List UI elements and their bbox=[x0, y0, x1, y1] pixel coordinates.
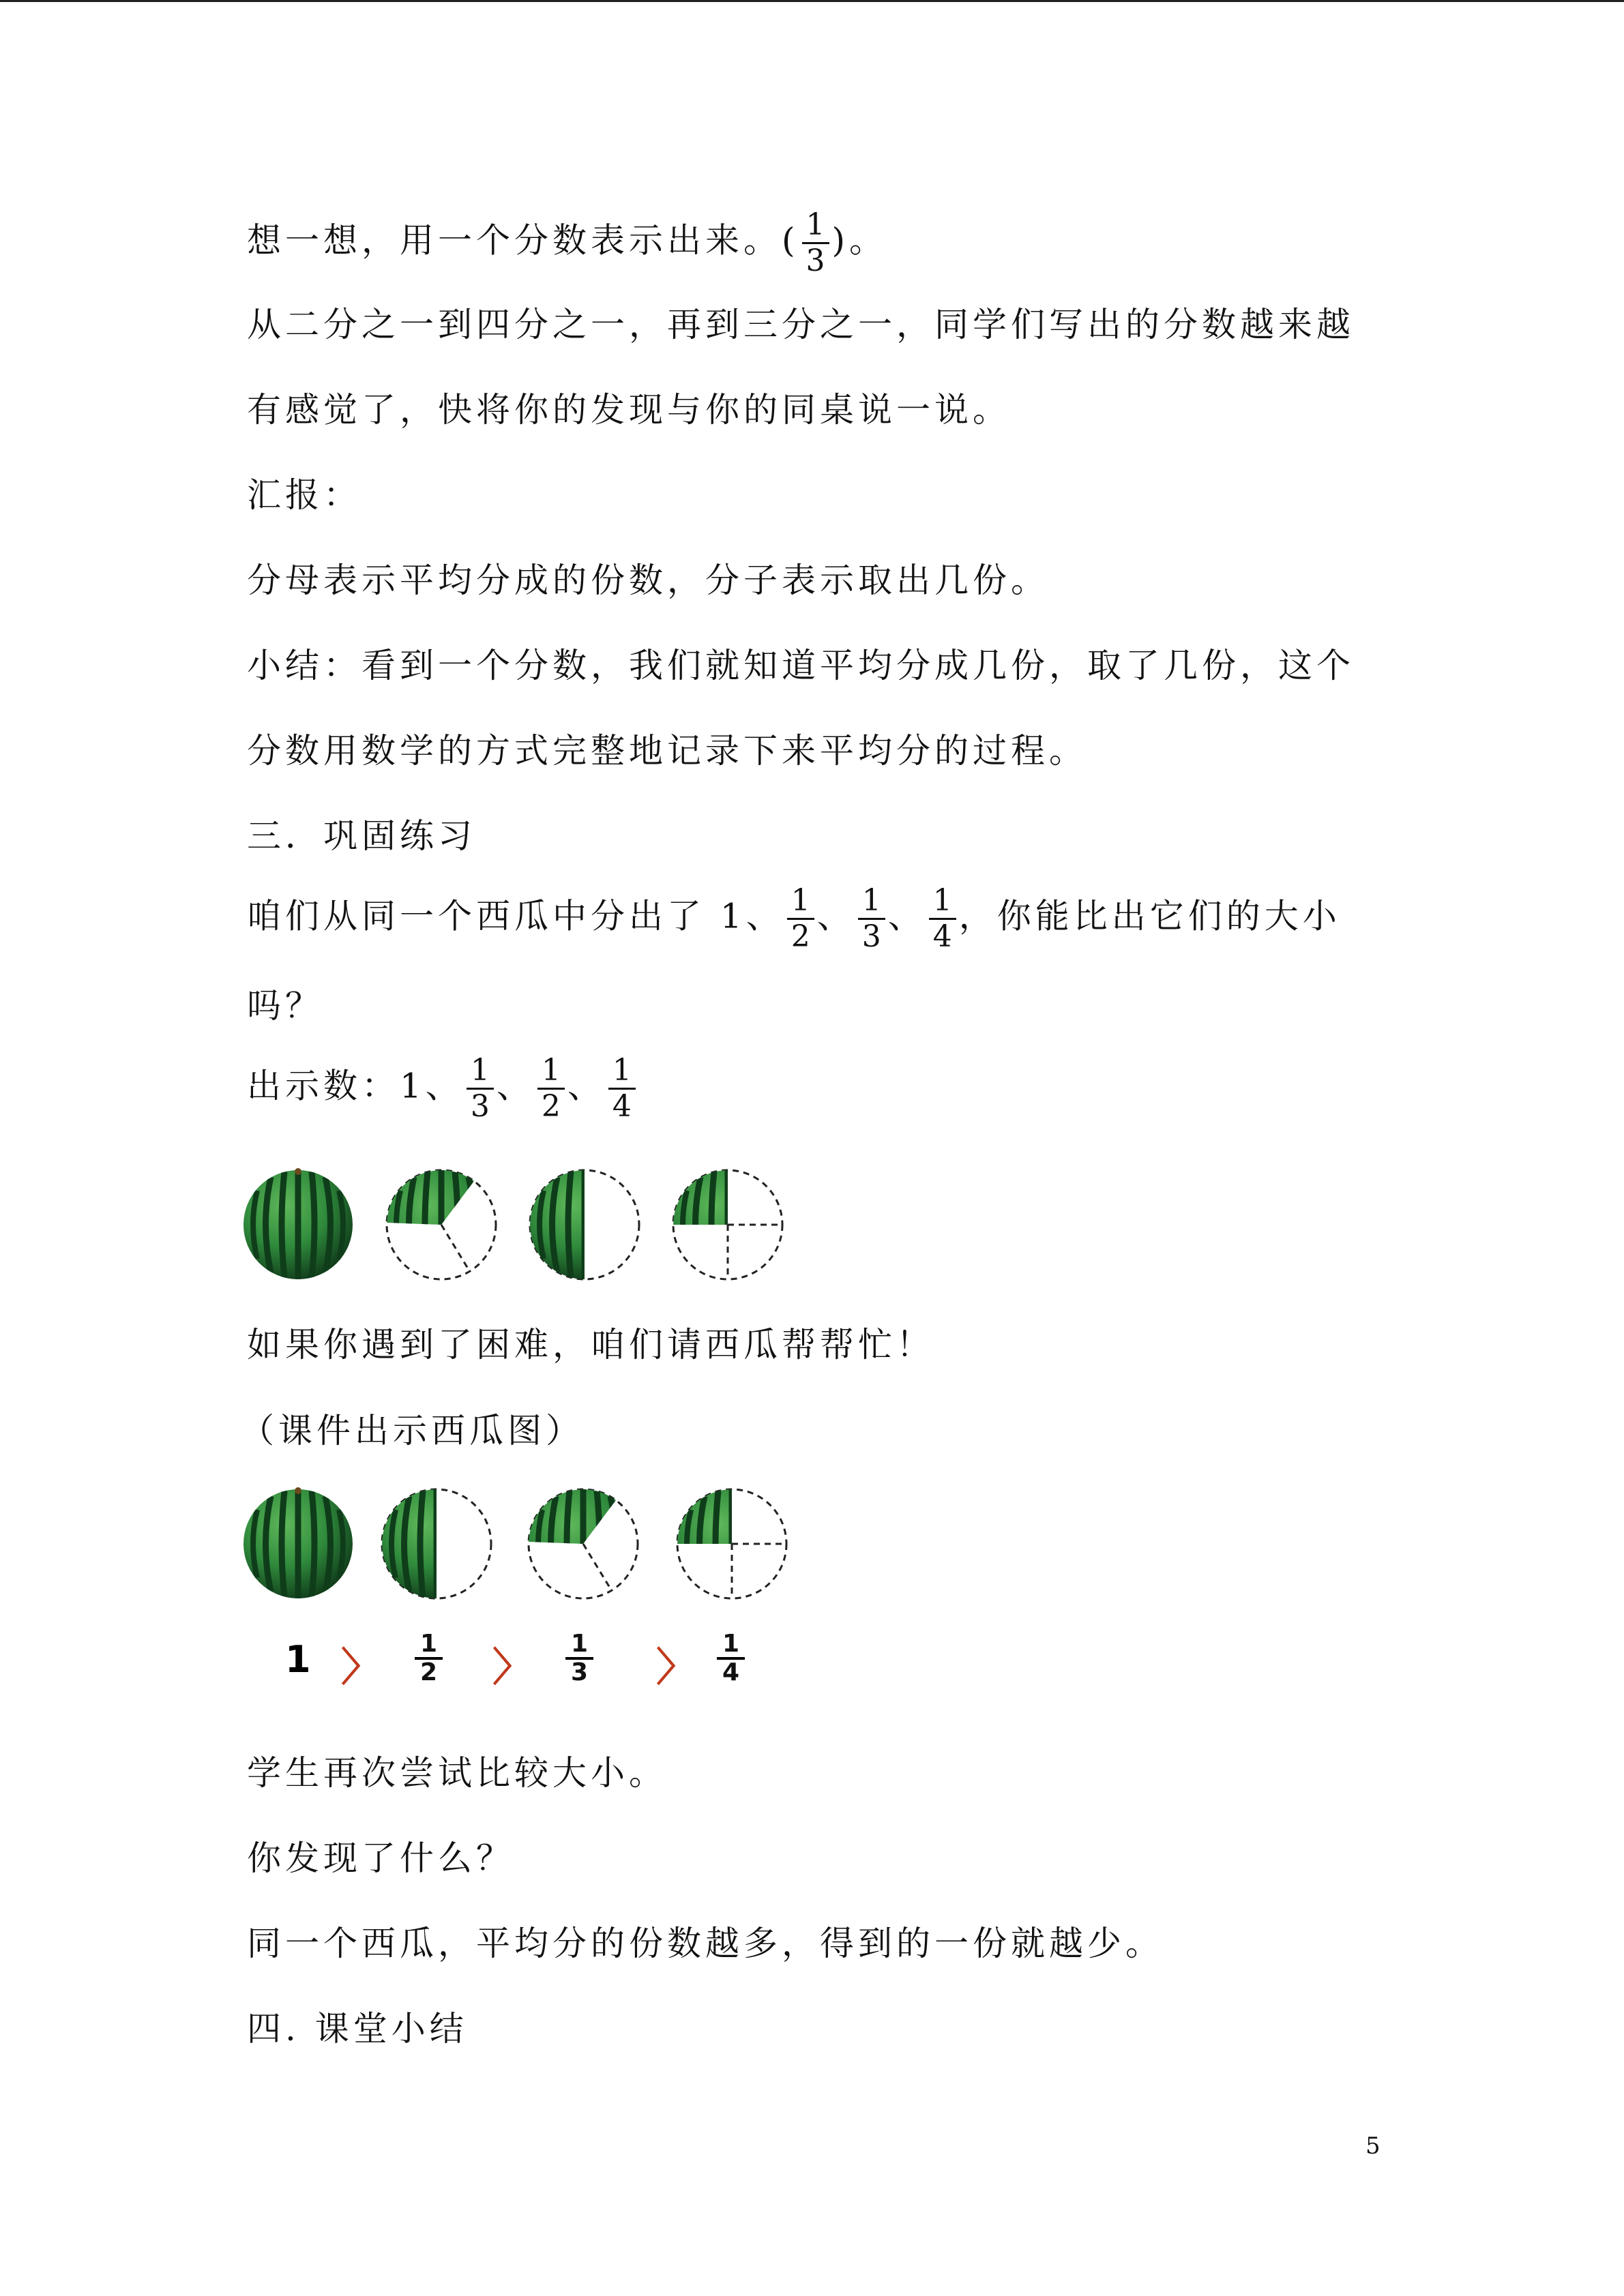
fraction-numerator: 1 bbox=[929, 884, 956, 920]
comparison-fraction bbox=[415, 1631, 443, 1686]
text-line: 吗？ bbox=[247, 986, 323, 1026]
greater-than-symbol: 〉 bbox=[341, 1644, 381, 1690]
greater-than-symbol: 〉 bbox=[656, 1644, 696, 1690]
text-line: 小结：看到一个分数，我们就知道平均分成几份，取了几份，这个 bbox=[247, 646, 1355, 685]
fraction bbox=[802, 208, 829, 278]
whole-watermelon bbox=[243, 1487, 353, 1598]
fraction-denominator: 3 bbox=[470, 1089, 490, 1124]
fraction-numerator: 1 bbox=[415, 1631, 443, 1660]
whole-watermelon bbox=[243, 1168, 353, 1279]
fraction bbox=[858, 884, 885, 954]
line-text: ，你能比出它们的大小 bbox=[958, 896, 1341, 936]
text-line: （课件出示西瓜图） bbox=[240, 1411, 584, 1450]
text-line: 你发现了什么？ bbox=[247, 1838, 514, 1878]
watermelon-one-third bbox=[529, 1489, 638, 1598]
watermelon-one-half bbox=[382, 1489, 491, 1598]
section-heading: 三．巩固练习 bbox=[247, 816, 476, 856]
section-heading: 四. 课堂小结 bbox=[247, 2009, 468, 2048]
watermelon-figure-1 bbox=[242, 1163, 801, 1286]
fraction-numerator: 1 bbox=[537, 1054, 565, 1090]
fraction-numerator: 1 bbox=[858, 884, 885, 920]
fraction bbox=[787, 884, 814, 954]
line-text: )。 bbox=[831, 220, 888, 260]
top-border bbox=[0, 0, 1624, 2]
text-line: 有感觉了，快将你的发现与你的同桌说一说。 bbox=[247, 390, 1011, 430]
fraction-denominator: 4 bbox=[932, 919, 952, 954]
watermelon-one-third bbox=[387, 1170, 496, 1279]
text-line bbox=[247, 208, 887, 278]
fraction bbox=[537, 1054, 565, 1124]
fraction-denominator: 4 bbox=[722, 1658, 740, 1686]
text-line bbox=[247, 884, 1341, 954]
line-text: 出示数：1、 bbox=[247, 1066, 464, 1106]
watermelon-one-quarter bbox=[677, 1489, 786, 1598]
watermelon-one-half bbox=[530, 1170, 639, 1279]
fraction-denominator: 3 bbox=[571, 1658, 589, 1686]
text-line: 学生再次尝试比较大小。 bbox=[247, 1753, 667, 1793]
text-line: 分母表示平均分成的份数，分子表示取出几份。 bbox=[247, 561, 1049, 600]
fraction-numerator: 1 bbox=[802, 208, 829, 244]
page-number: 5 bbox=[1365, 2132, 1381, 2160]
fraction-numerator: 1 bbox=[787, 884, 814, 920]
separator: 、 bbox=[496, 1066, 535, 1106]
fraction-denominator: 4 bbox=[612, 1089, 632, 1124]
fraction bbox=[467, 1054, 494, 1124]
fraction-denominator: 3 bbox=[806, 243, 825, 278]
fraction-denominator: 2 bbox=[420, 1658, 438, 1686]
fraction-numerator: 1 bbox=[467, 1054, 494, 1090]
comparison-fraction bbox=[565, 1631, 593, 1686]
fraction-denominator: 2 bbox=[791, 919, 810, 954]
fraction-numerator: 1 bbox=[717, 1631, 745, 1660]
fraction-denominator: 2 bbox=[541, 1089, 561, 1124]
text-line bbox=[247, 1054, 638, 1124]
fraction bbox=[929, 884, 956, 954]
text-line: 分数用数学的方式完整地记录下来平均分的过程。 bbox=[247, 731, 1087, 771]
separator: 、 bbox=[816, 896, 855, 936]
watermelon-figure-2 bbox=[242, 1482, 801, 1605]
line-text: 咱们从同一个西瓜中分出了 1、 bbox=[247, 896, 784, 936]
text-line: 汇报： bbox=[247, 475, 361, 515]
text-line: 从二分之一到四分之一，再到三分之一，同学们写出的分数越来越 bbox=[247, 305, 1355, 344]
comparison-fraction bbox=[717, 1631, 745, 1686]
text-line: 同一个西瓜，平均分的份数越多，得到的一份就越少。 bbox=[247, 1924, 1164, 1963]
fraction-numerator: 1 bbox=[608, 1054, 636, 1090]
separator: 、 bbox=[887, 896, 926, 936]
fraction-numerator: 1 bbox=[565, 1631, 593, 1660]
fraction bbox=[608, 1054, 636, 1124]
separator: 、 bbox=[567, 1066, 606, 1106]
comparison-one: 1 bbox=[285, 1638, 311, 1681]
line-text: 想一想，用一个分数表示出来。( bbox=[247, 220, 799, 260]
text-line: 如果你遇到了困难，咱们请西瓜帮帮忙！ bbox=[247, 1325, 934, 1365]
watermelon-one-quarter bbox=[673, 1170, 782, 1279]
fraction-denominator: 3 bbox=[861, 919, 881, 954]
greater-than-symbol: 〉 bbox=[492, 1644, 533, 1690]
